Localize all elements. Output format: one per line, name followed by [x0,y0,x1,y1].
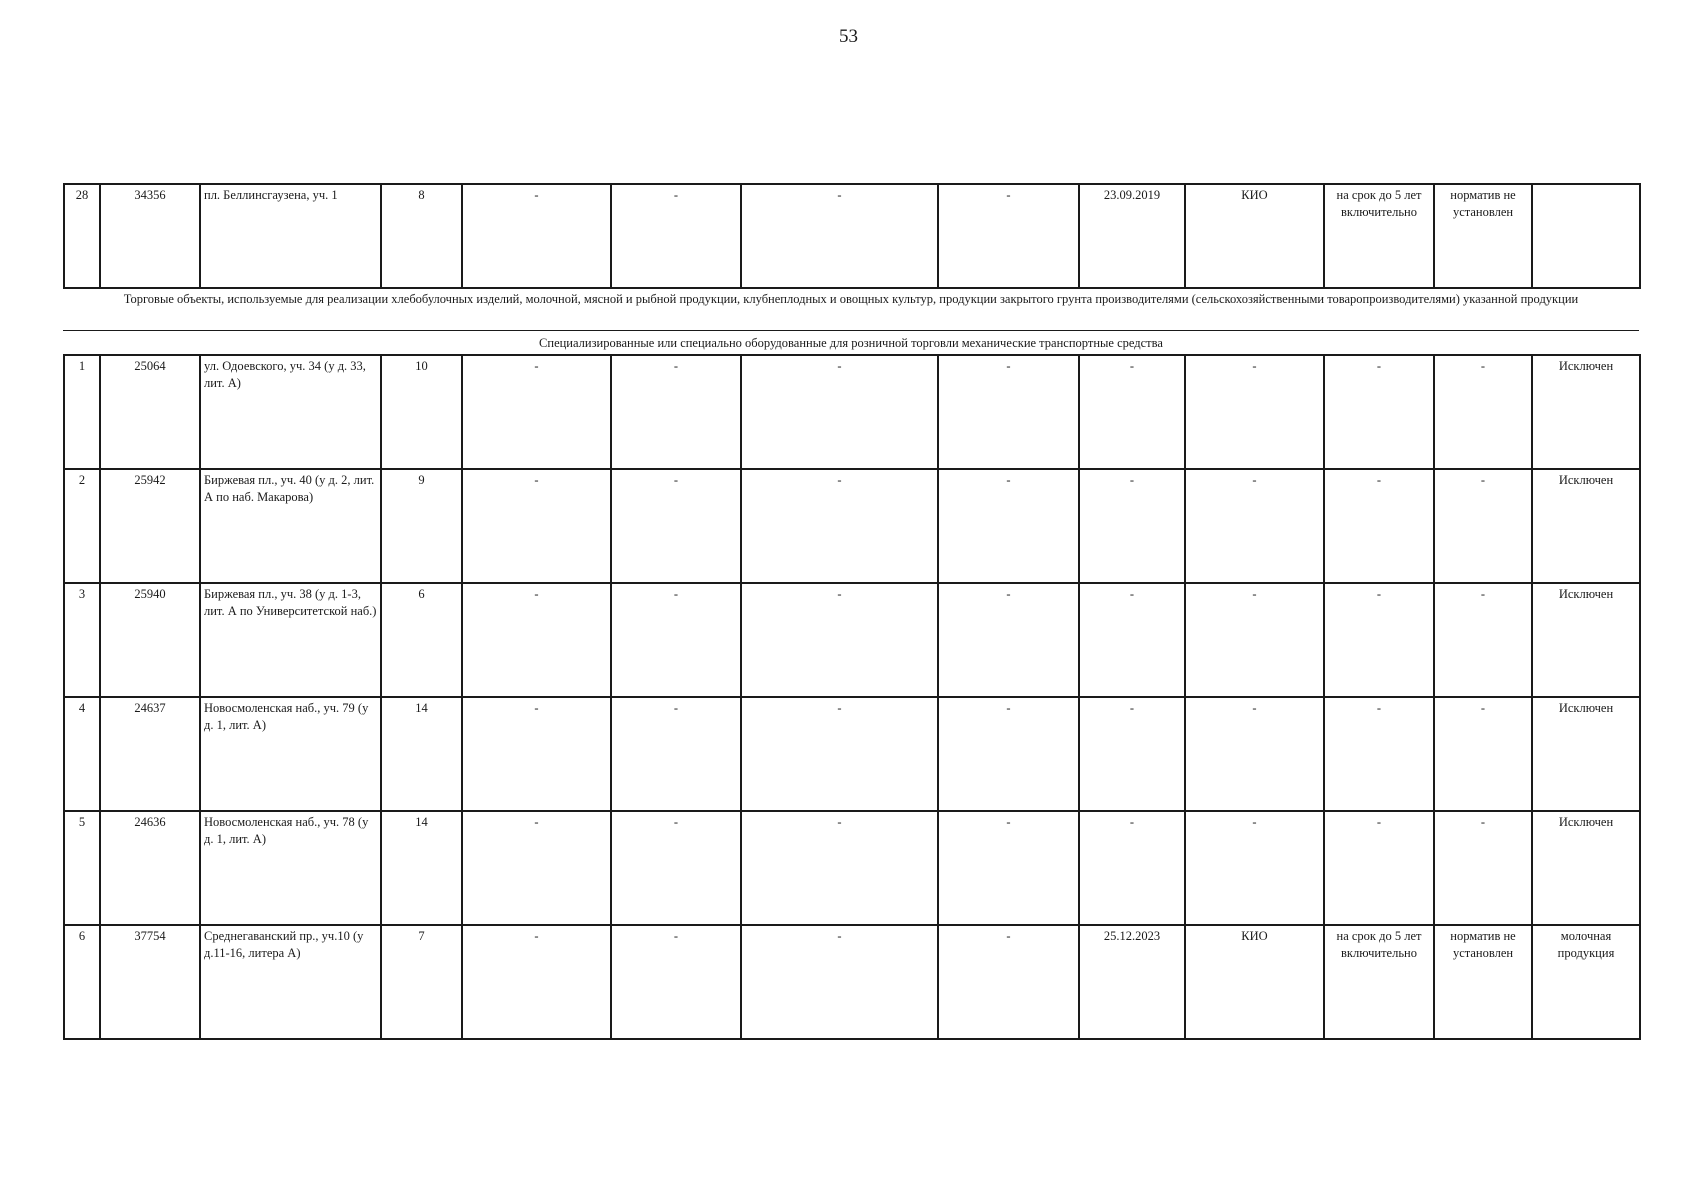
cell-note: Исключен [1532,697,1640,811]
table-row [64,469,1640,583]
cell-col6: - [611,355,741,469]
cell-col6: - [611,811,741,925]
main-table-body [64,355,1640,1039]
cell-date: - [1079,697,1185,811]
main-table [63,354,1641,1040]
cell-col5: - [462,355,611,469]
cell-norm: - [1434,697,1532,811]
cell-col7: - [741,925,938,1039]
cell-address: пл. Беллинсгаузена, уч. 1 [200,184,381,288]
cell-area: 14 [381,811,462,925]
cell-org: - [1185,697,1324,811]
table-row [64,583,1640,697]
cell-code: 34356 [100,184,200,288]
cell-norm: норматив не установлен [1434,184,1532,288]
cell-term: - [1324,697,1434,811]
cell-address: Среднегаванский пр., уч.10 (у д.11-16, литера А) [200,925,381,1039]
cell-norm: - [1434,355,1532,469]
cell-area: 7 [381,925,462,1039]
cell-date: - [1079,469,1185,583]
cell-org: - [1185,583,1324,697]
cell-date: - [1079,583,1185,697]
cell-term: - [1324,811,1434,925]
cell-col6: - [611,184,741,288]
cell-area: 8 [381,184,462,288]
top-table-body [64,184,1640,288]
section-caption-objects: Торговые объекты, используемые для реализации хлебобулочных изделий, молочной, мясной и рыбной продукции, клубнеплодных и овощных культур, продукции закрытого грунта производителями (сельскохозяйственными товаропроизводителями) указанной продукции [123,292,1579,306]
cell-number: 2 [64,469,100,583]
cell-term: - [1324,355,1434,469]
page-number: 53 [839,26,858,47]
cell-area: 6 [381,583,462,697]
cell-number: 1 [64,355,100,469]
cell-org: - [1185,355,1324,469]
cell-col6: - [611,469,741,583]
cell-norm: - [1434,583,1532,697]
cell-col8: - [938,697,1079,811]
cell-col8: - [938,355,1079,469]
cell-code: 25064 [100,355,200,469]
cell-area: 10 [381,355,462,469]
cell-col5: - [462,184,611,288]
cell-col8: - [938,184,1079,288]
cell-number: 28 [64,184,100,288]
cell-term: на срок до 5 лет включительно [1324,925,1434,1039]
cell-number: 3 [64,583,100,697]
cell-date: 25.12.2023 [1079,925,1185,1039]
cell-col6: - [611,697,741,811]
top-table [63,183,1641,289]
cell-number: 5 [64,811,100,925]
cell-address: Биржевая пл., уч. 38 (у д. 1-3, лит. А по Университетской наб.) [200,583,381,697]
cell-address: ул. Одоевского, уч. 34 (у д. 33, лит. А) [200,355,381,469]
cell-note: Исключен [1532,355,1640,469]
cell-date: 23.09.2019 [1079,184,1185,288]
cell-code: 24636 [100,811,200,925]
cell-date: - [1079,355,1185,469]
cell-code: 37754 [100,925,200,1039]
table-row [64,697,1640,811]
cell-org: КИО [1185,184,1324,288]
cell-col8: - [938,469,1079,583]
cell-norm: норматив не установлен [1434,925,1532,1039]
cell-col5: - [462,811,611,925]
cell-term: на срок до 5 лет включительно [1324,184,1434,288]
cell-col8: - [938,811,1079,925]
cell-area: 14 [381,697,462,811]
cell-col5: - [462,925,611,1039]
cell-col8: - [938,583,1079,697]
table-row [64,184,1640,288]
table-row [64,355,1640,469]
cell-col6: - [611,583,741,697]
cell-area: 9 [381,469,462,583]
cell-code: 25940 [100,583,200,697]
section-caption-vehicles: Специализированные или специально оборудованные для розничной торговли механические транспортные средства [539,336,1163,350]
cell-org: - [1185,469,1324,583]
cell-term: - [1324,583,1434,697]
cell-col7: - [741,697,938,811]
cell-org: - [1185,811,1324,925]
cell-org: КИО [1185,925,1324,1039]
cell-col6: - [611,925,741,1039]
table-row [64,925,1640,1039]
cell-col5: - [462,469,611,583]
cell-col8: - [938,925,1079,1039]
cell-number: 6 [64,925,100,1039]
cell-note: молочная продукция [1532,925,1640,1039]
cell-note: Исключен [1532,469,1640,583]
cell-address: Биржевая пл., уч. 40 (у д. 2, лит. А по наб. Макарова) [200,469,381,583]
cell-address: Новосмоленская наб., уч. 78 (у д. 1, лит. А) [200,811,381,925]
cell-col7: - [741,184,938,288]
cell-col7: - [741,355,938,469]
cell-code: 24637 [100,697,200,811]
cell-norm: - [1434,811,1532,925]
cell-code: 25942 [100,469,200,583]
caption-divider [63,330,1639,331]
cell-date: - [1079,811,1185,925]
cell-norm: - [1434,469,1532,583]
cell-address: Новосмоленская наб., уч. 79 (у д. 1, лит. А) [200,697,381,811]
cell-col5: - [462,697,611,811]
cell-col7: - [741,811,938,925]
cell-col7: - [741,583,938,697]
table-row [64,811,1640,925]
cell-note: Исключен [1532,583,1640,697]
cell-number: 4 [64,697,100,811]
cell-col5: - [462,583,611,697]
cell-term: - [1324,469,1434,583]
cell-note: Исключен [1532,811,1640,925]
cell-col7: - [741,469,938,583]
cell-note [1532,184,1640,288]
